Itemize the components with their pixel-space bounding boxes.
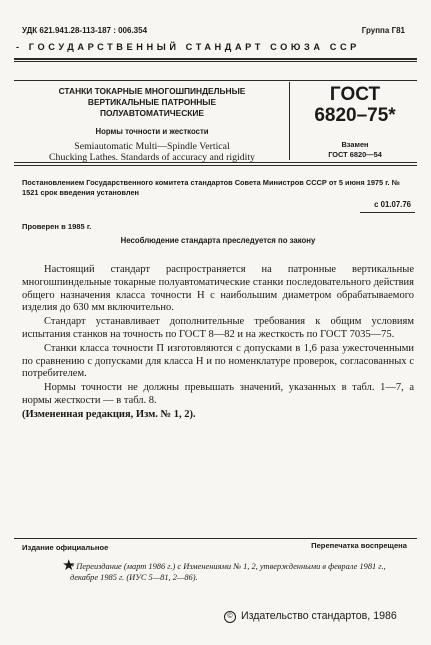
reprint-prohibited: Перепечатка воспрещена — [311, 541, 407, 550]
title-norms: Нормы точности и жесткости — [95, 127, 209, 136]
body-text — [22, 264, 414, 422]
english-title-line-1: Semiautomatic Multi—Spindle Vertical — [74, 141, 230, 152]
header-rule-bottom — [14, 61, 417, 62]
body-paragraph-5: (Измененная редакция, Изм. № 1, 2). — [22, 408, 196, 420]
body-paragraph-4: Нормы точности не должны превышать значений, указанных в табл. 1—7, а нормы жесткости — в табл. 8. — [22, 382, 414, 406]
header-rule-top — [14, 58, 417, 60]
title-block-divider — [289, 82, 290, 160]
copyright-icon: © — [224, 611, 236, 623]
udk-code: УДК 621.941.28-113-187 : 006.354 — [22, 26, 148, 35]
title-line-3: ПОЛУАВТОМАТИЧЕСКИЕ — [100, 108, 204, 118]
effective-date: с 01.07.76 — [374, 200, 411, 209]
copyright-text: Издательство стандартов, 1986 — [241, 610, 397, 622]
replaces-block — [296, 140, 414, 160]
gost-label: ГОСТ — [329, 84, 381, 105]
footer-rule — [14, 538, 417, 539]
body-paragraph-2: Стандарт устанавливает дополнительные требования к общим условиям испытания станков на точность по ГОСТ 8—82 и на жесткость по ГОСТ 7035—75. — [22, 316, 414, 340]
replaces-label: Взамен — [341, 140, 369, 149]
penalty-notice: Несоблюдение стандарта преследуется по закону — [120, 236, 316, 245]
state-standard-banner: - ГОСУДАРСТВЕННЫЙ СТАНДАРТ СОЮЗА ССР — [16, 42, 360, 52]
group-code: Группа Г81 — [361, 26, 405, 35]
body-paragraph-1: Настоящий стандарт распространяется на патронные вертикальные многошпиндельные токарные полуавтоматические станки последовательного действия общего назначения класса точности Н с наибольшим диаметром обрабатываемого изделия до 630 мм включительно. — [22, 264, 414, 314]
title-block-bottom-rule-2 — [14, 165, 417, 166]
checked-year: Проверен в 1985 г. — [22, 222, 92, 231]
gost-number: 6820–75* — [314, 105, 396, 126]
replaces-value: ГОСТ 6820—54 — [328, 150, 382, 159]
document-title — [22, 86, 282, 119]
decree-text: Постановлением Государственного комитета стандартов Совета Министров СССР от 5 июня 1975 г. № 1521 срок введения установлен — [22, 178, 400, 197]
title-line-1: СТАНКИ ТОКАРНЫЕ МНОГОШПИНДЕЛЬНЫЕ — [58, 86, 246, 96]
copyright-line — [224, 610, 397, 623]
official-edition: Издание официальное — [22, 543, 109, 552]
title-block-bottom-rule — [14, 162, 417, 163]
title-line-2: ВЕРТИКАЛЬНЫЕ ПАТРОННЫЕ — [87, 97, 217, 107]
title-block-top-rule — [14, 80, 417, 81]
star-icon: ★ — [62, 558, 76, 574]
body-paragraph-3: Станки класса точности П изготовляются с допусками в 1,6 раза ужесточенными по сравнению с допусками для класса Н и по номенклатуре проверок, согласованных с потребителем. — [22, 342, 414, 380]
effective-date-underline — [360, 212, 415, 213]
english-title — [22, 141, 282, 163]
english-title-line-2: Chucking Lathes. Standards of accuracy and rigidity — [49, 152, 255, 163]
gost-designation — [296, 84, 414, 126]
reissue-note: * Переиздание (март 1986 г.) с Изменениями № 1, 2, утвержденными в феврале 1981 г., декабре 1985 г. (ИУС 5—81, 2—86). — [70, 562, 386, 582]
